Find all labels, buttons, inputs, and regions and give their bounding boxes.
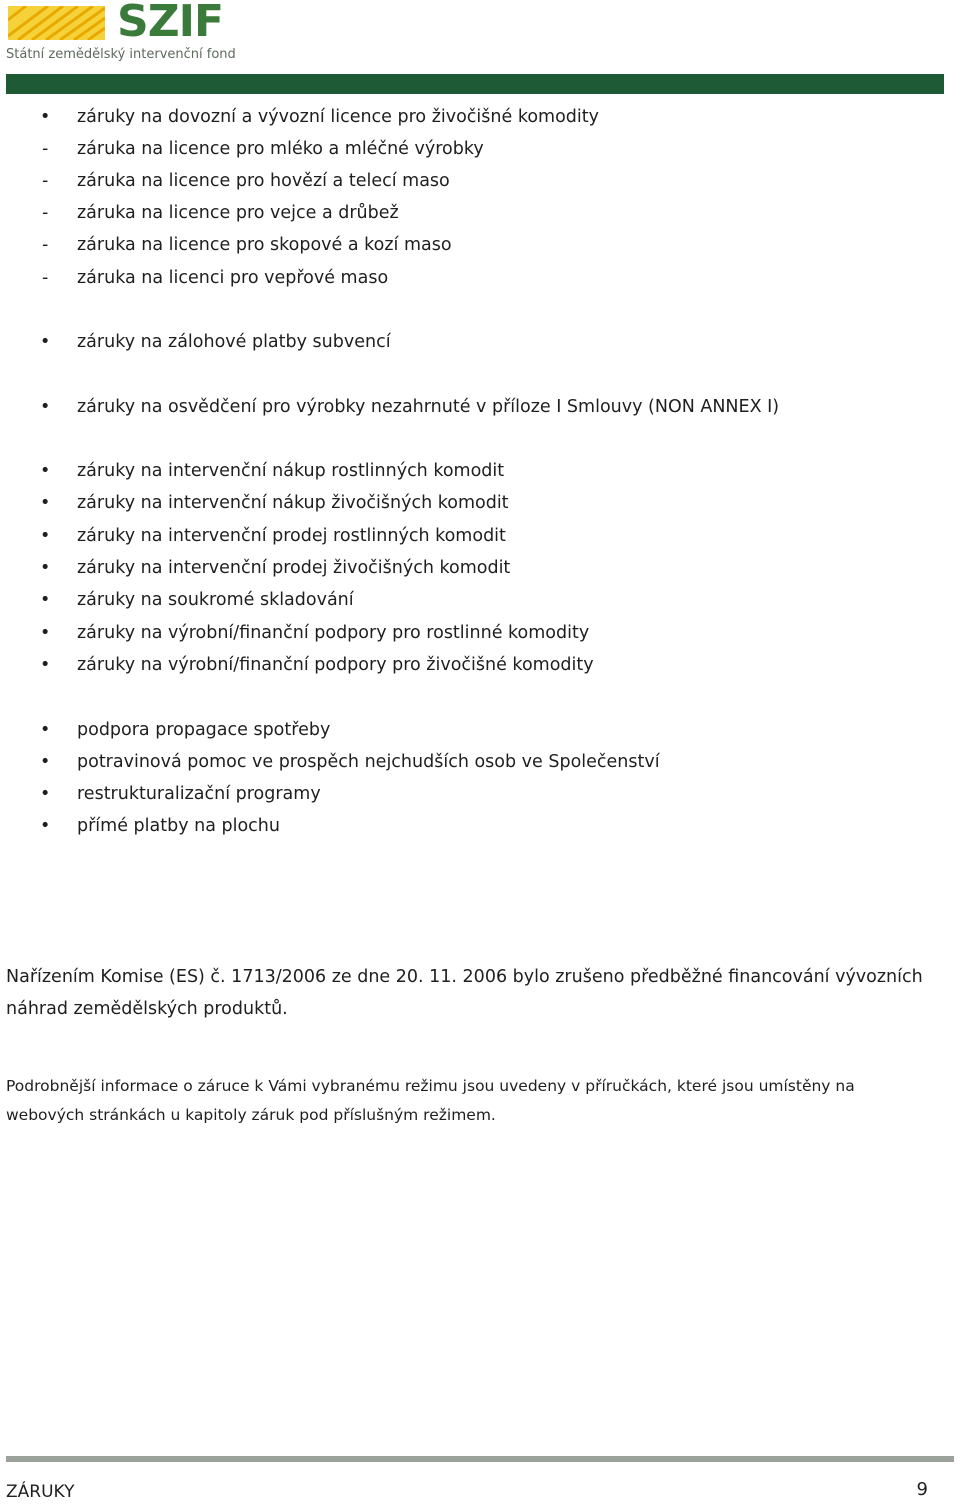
list-subitem <box>0 165 940 197</box>
list-item <box>0 778 940 810</box>
list-subitem <box>0 262 940 294</box>
list-item-text: záruka na licence pro skopové a kozí maso <box>77 235 452 255</box>
bullet-marker: • <box>40 107 51 127</box>
list-item <box>0 714 940 746</box>
dash-marker: - <box>42 139 49 159</box>
list-item-text: záruka na licenci pro vepřové maso <box>77 268 389 288</box>
list-item-text: záruky na intervenční prodej živočišných komodit <box>77 558 511 578</box>
bullet-marker: • <box>40 816 51 836</box>
list-item <box>0 649 940 681</box>
bullet-marker: • <box>40 461 51 481</box>
bullet-marker: • <box>40 623 51 643</box>
list-item <box>0 487 940 519</box>
list-item-text: podpora propagace spotřeby <box>77 720 331 740</box>
page-header <box>0 0 960 96</box>
list-item-text: záruky na intervenční nákup rostlinných komodit <box>77 461 505 481</box>
bullet-marker: • <box>40 590 51 610</box>
list-item-text: záruky na soukromé skladování <box>77 590 354 610</box>
list-item <box>0 746 940 778</box>
list-item <box>0 584 940 616</box>
list-item-text: záruky na intervenční nákup živočišných komodit <box>77 493 509 513</box>
list-item-text: restrukturalizační programy <box>77 784 321 804</box>
bullet-marker: • <box>40 720 51 740</box>
list-item-text: záruka na licence pro hovězí a telecí maso <box>77 171 450 191</box>
footer-bar <box>6 1456 954 1462</box>
list-item <box>0 326 940 358</box>
list-item-text: záruky na intervenční prodej rostlinných komodit <box>77 526 506 546</box>
list-subitem <box>0 133 940 165</box>
list-item-text: záruky na osvědčení pro výrobky nezahrnuté v příloze I Smlouvy (NON ANNEX I) <box>77 397 780 417</box>
list-item <box>0 617 940 649</box>
bullet-marker: • <box>40 526 51 546</box>
more-info-paragraph: Podrobnější informace o záruce k Vámi vybranému režimu jsou uvedeny v příručkách, které jsou umístěny na webových stránkách u kapitoly záruk pod příslušným režimem. <box>6 1077 855 1124</box>
list-item-text: záruky na zálohové platby subvencí <box>77 332 391 352</box>
list-item-text: přímé platby na plochu <box>77 816 280 836</box>
list-item <box>0 101 940 133</box>
footer-section-title: ZÁRUKY <box>6 1482 75 1502</box>
bullet-marker: • <box>40 752 51 772</box>
dash-marker: - <box>42 268 49 288</box>
list-item-text: záruky na výrobní/finanční podpory pro rostlinné komodity <box>77 623 590 643</box>
logo-text: SZIF <box>117 0 224 47</box>
list-item-text: záruka na licence pro mléko a mléčné výrobky <box>77 139 484 159</box>
bullet-marker: • <box>40 558 51 578</box>
bullet-marker: • <box>40 655 51 675</box>
bullet-marker: • <box>40 493 51 513</box>
list-item <box>0 810 940 842</box>
list-item-text: záruky na dovozní a vývozní licence pro živočišné komodity <box>77 107 599 127</box>
list-item <box>0 391 940 423</box>
page-number: 9 <box>916 1479 928 1500</box>
bullet-marker: • <box>40 332 51 352</box>
list-item-text: záruka na licence pro vejce a drůbež <box>77 203 399 223</box>
list-item <box>0 520 940 552</box>
list-item-text: záruky na výrobní/finanční podpory pro živočišné komodity <box>77 655 594 675</box>
dash-marker: - <box>42 203 49 223</box>
szif-logo-icon <box>8 6 105 40</box>
regulation-paragraph: Nařízením Komise (ES) č. 1713/2006 ze dne 20. 11. 2006 bylo zrušeno předběžné financování vývozních náhrad zemědělských produktů. <box>6 967 923 1019</box>
bullet-marker: • <box>40 397 51 417</box>
list-item <box>0 455 940 487</box>
logo-subtitle: Státní zemědělský intervenční fond <box>6 47 236 62</box>
list-item-text: potravinová pomoc ve prospěch nejchudších osob ve Společenství <box>77 752 660 772</box>
list-item <box>0 552 940 584</box>
list-subitem <box>0 197 940 229</box>
dash-marker: - <box>42 171 49 191</box>
header-bar <box>6 74 944 94</box>
bullet-marker: • <box>40 784 51 804</box>
dash-marker: - <box>42 235 49 255</box>
list-subitem <box>0 229 940 261</box>
